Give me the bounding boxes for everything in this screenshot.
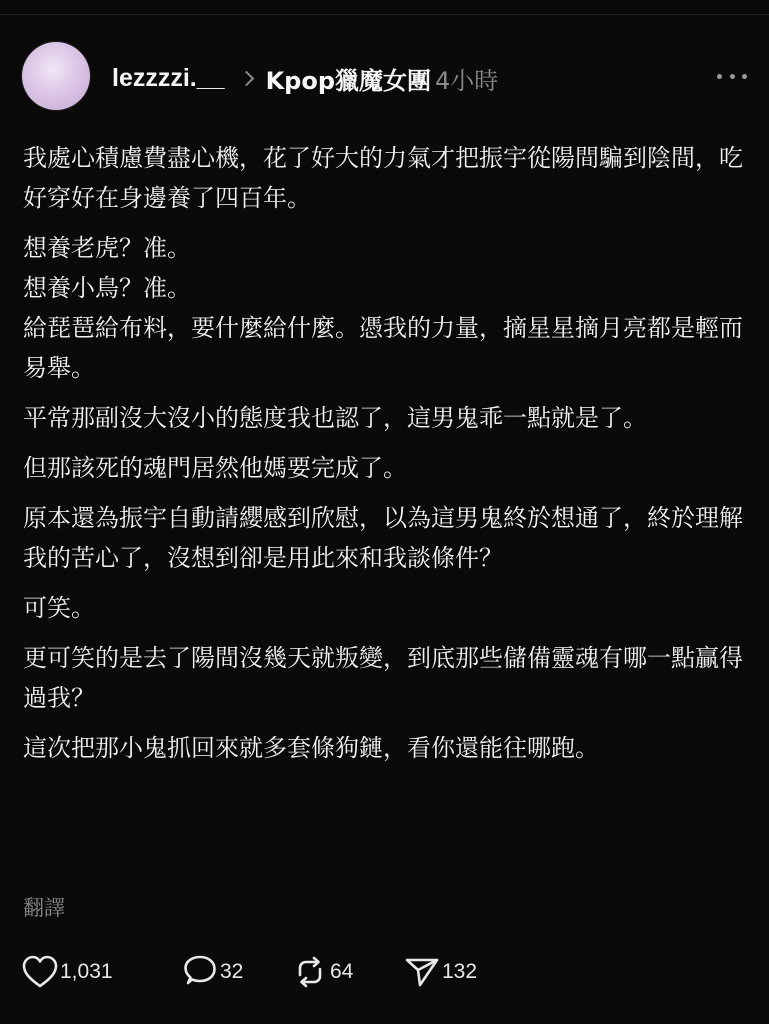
chevron-right-icon (238, 70, 254, 86)
more-dots-icon[interactable] (717, 66, 747, 86)
share-count: 132 (442, 960, 478, 983)
post-body (23, 138, 745, 778)
translate-link[interactable]: 翻譯 (23, 896, 65, 920)
action-bar (22, 952, 504, 992)
like-count: 1,031 (60, 960, 113, 983)
repost-arrows-icon (292, 955, 328, 989)
like-button[interactable] (22, 955, 182, 989)
post-paragraph: 我處心積慮費盡心機，花了好大的力氣才把振宇從陽間騙到陰間，吃好穿好在身邊養了四百年。 (23, 144, 743, 212)
post-paragraph: 更可笑的是去了陽間沒幾天就叛變，到底那些儲備靈魂有哪一點贏得過我？ (23, 644, 743, 712)
post-header (0, 40, 769, 116)
repost-button[interactable] (292, 955, 404, 989)
dot (730, 74, 735, 79)
dot (717, 74, 722, 79)
reply-button[interactable] (182, 955, 292, 989)
post-paragraph: 可笑。 (23, 594, 95, 622)
repost-count: 64 (330, 960, 354, 983)
post-time: 4小時 (435, 66, 499, 95)
paper-plane-icon (404, 955, 440, 989)
post-paragraph: 但那該死的魂門居然他媽要完成了。 (23, 454, 407, 482)
speech-bubble-icon (182, 955, 218, 989)
post-meta (112, 62, 498, 94)
avatar[interactable] (22, 42, 90, 110)
community-link[interactable]: Kpop獵魔女團 (265, 66, 432, 95)
dot (742, 74, 747, 79)
post-paragraph: 原本還為振宇自動請纓感到欣慰，以為這男鬼終於想通了，終於理解我的苦心了，沒想到卻是用此來和我談條件？ (23, 504, 743, 572)
author-username[interactable]: lezzzzi.__ (112, 63, 225, 92)
share-button[interactable] (404, 955, 504, 989)
top-divider (0, 14, 769, 15)
post-paragraph: 平常那副沒大沒小的態度我也認了，這男鬼乖一點就是了。 (23, 404, 647, 432)
reply-count: 32 (220, 960, 244, 983)
post-paragraph: 這次把那小鬼抓回來就多套條狗鏈，看你還能往哪跑。 (23, 734, 599, 762)
post-paragraph: 想養老虎？准。 想養小鳥？准。 給琵琶給布料，要什麼給什麼。憑我的力量，摘星星摘月亮都是輕而易舉。 (23, 234, 743, 382)
heart-icon (22, 955, 58, 989)
